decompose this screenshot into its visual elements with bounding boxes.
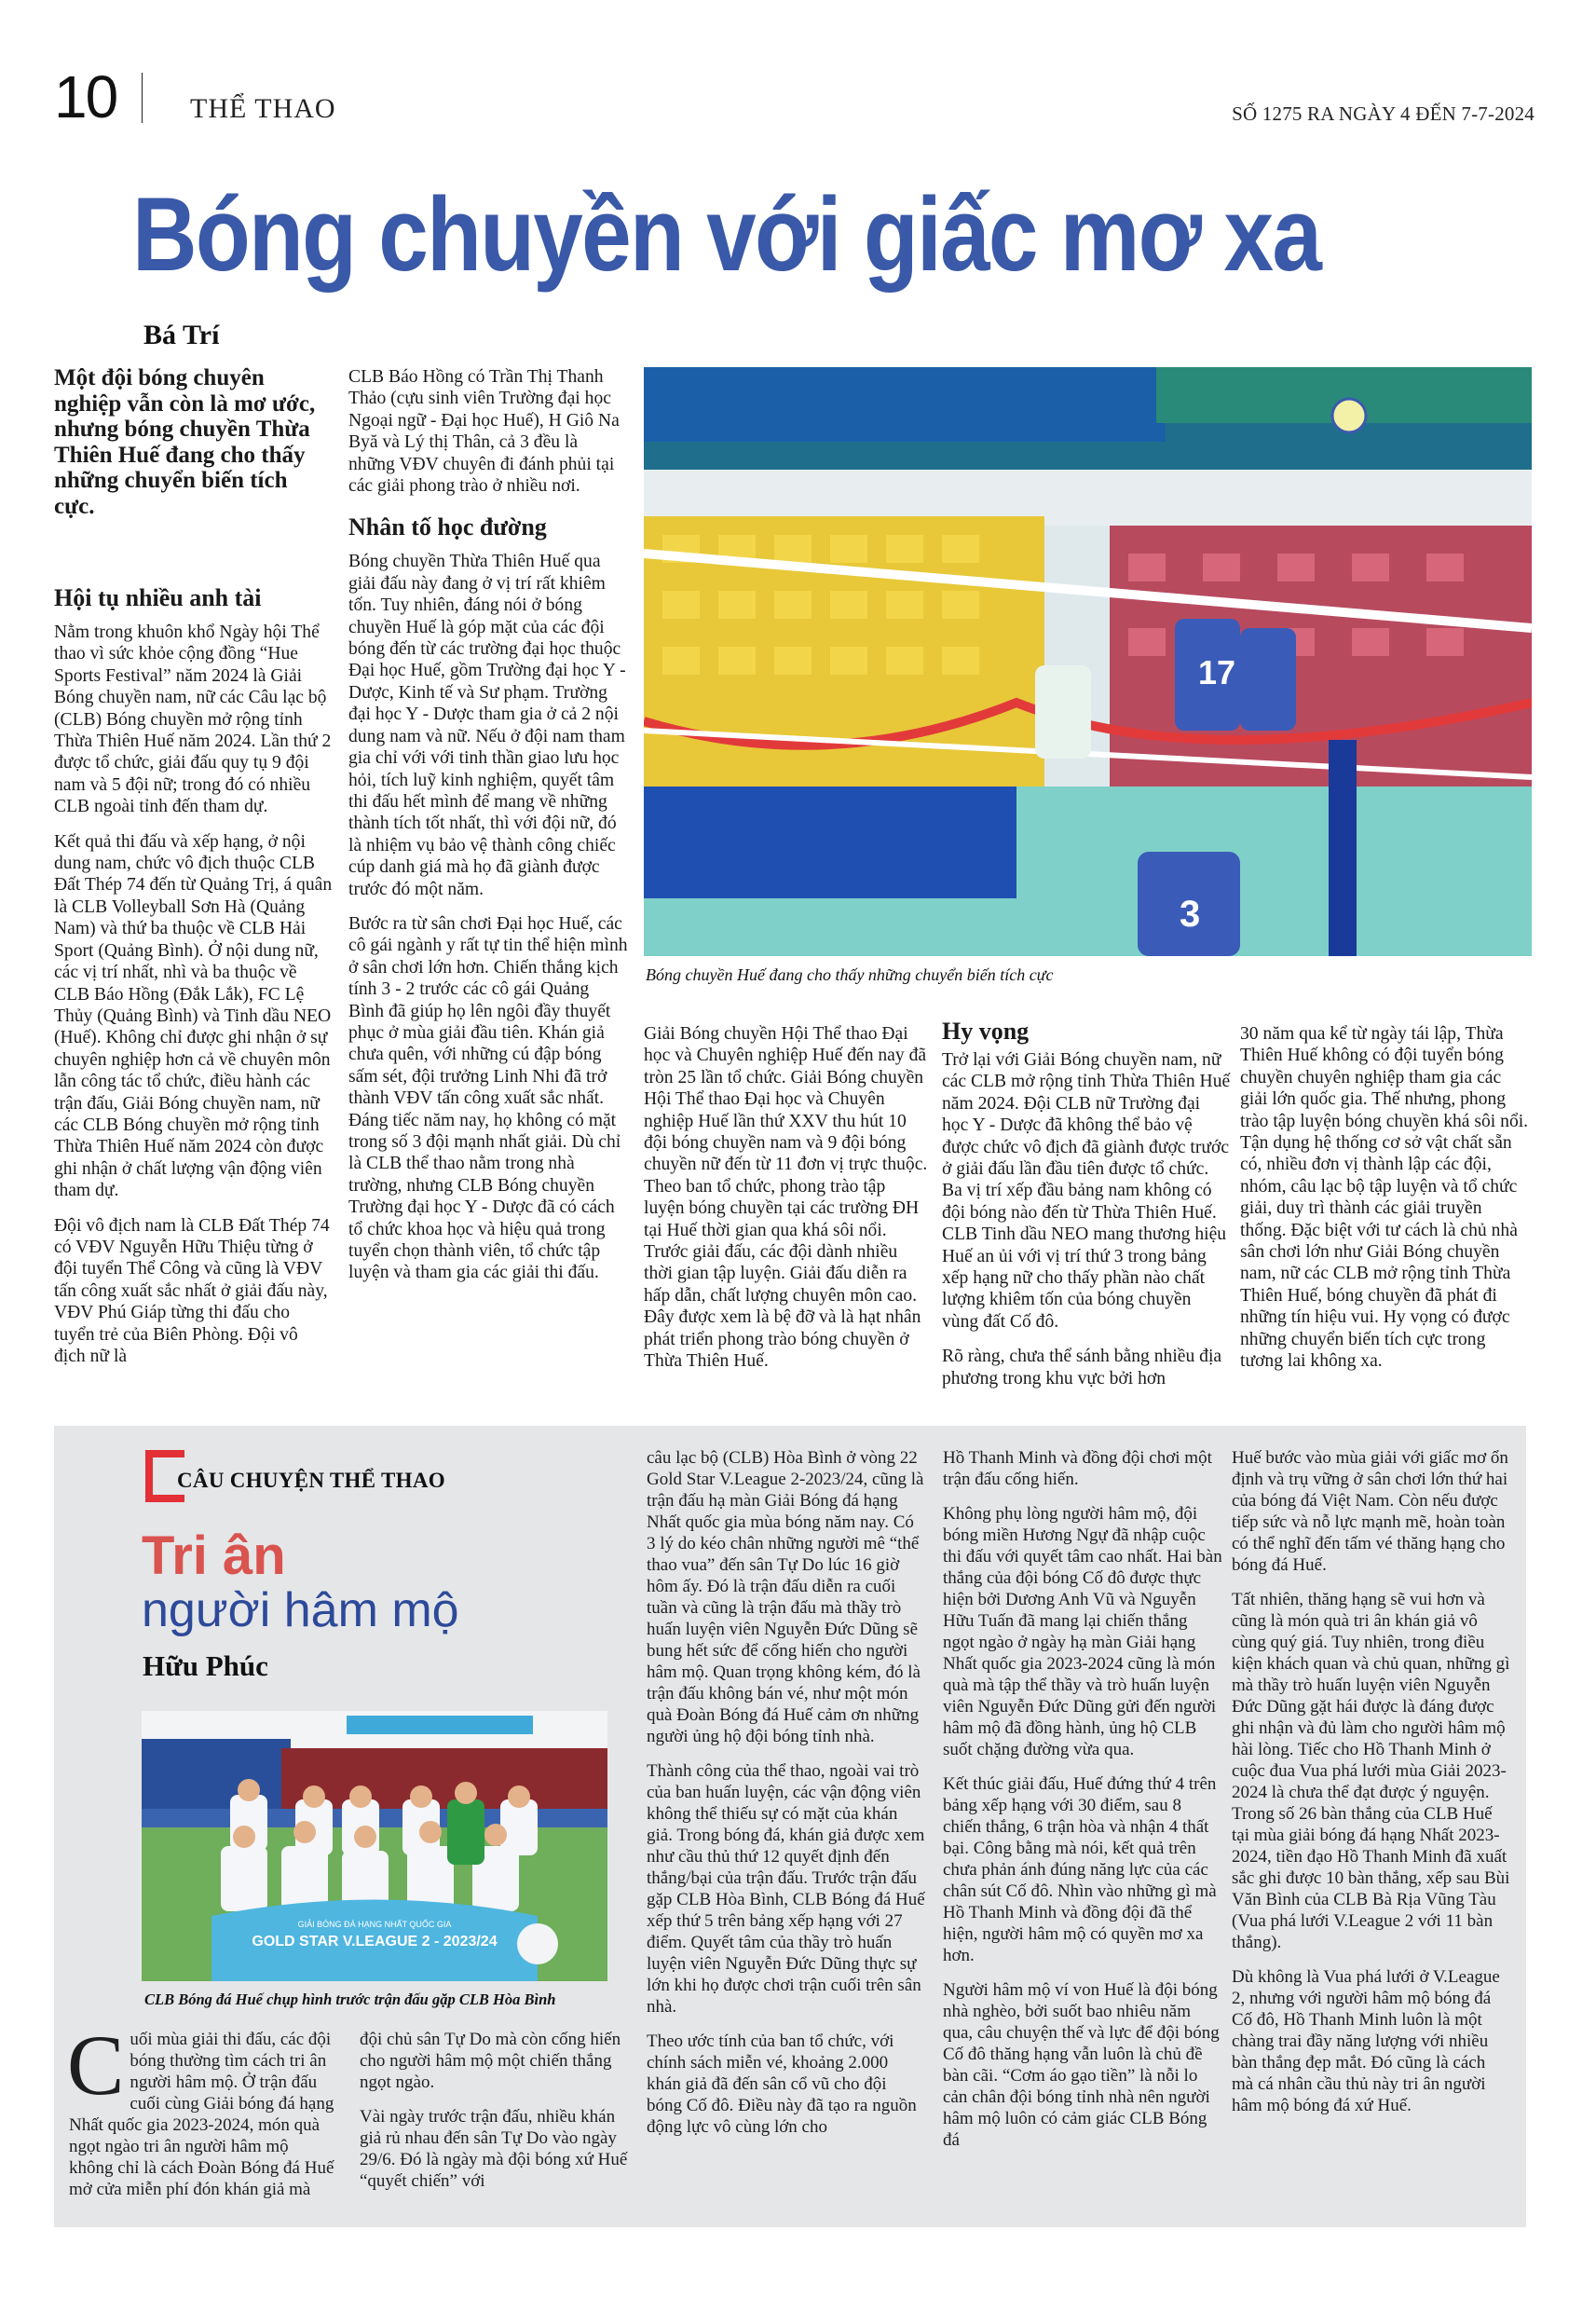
subhead-nhan-to: Nhân tố học đường [348,513,547,541]
paragraph: Trở lại với Giải Bóng chuyền nam, nữ các CLB mở rộng tỉnh Thừa Thiên Huế năm 2024. Đội CLB nữ Trường đại học Y - Dược đã không thể bảo vệ được chức vô địch đã giành được trước ở giải đấu lần đầu tiên được tổ chức. Ba vị trí xếp đầu bảng nam không có đội bóng nào đến từ Thừa Thiên Huế. CLB Tinh dầu NEO mang thương hiệu Huế an ủi với vị trí thứ 3 trong bảng xếp hạng nữ cho thấy phần nào chất lượng khiêm tốn của bóng chuyền vùng đất Cố đô. [942,1050,1231,1332]
paragraph: uối mùa giải thi đấu, các đội bóng thường tìm cách tri ân người hâm mộ. Ở trận đấu cuối cùng Giải bóng đá hạng Nhất quốc gia 2023-2024, món quà ngọt ngào tri ân người hâm mộ không chỉ là cách Đoàn Bóng đá Huế mở cửa miễn phí đón khán giả mà [69,2030,334,2199]
paragraph: Kết thúc giải đấu, Huế đứng thứ 4 trên bảng xếp hạng với 30 điểm, sau 8 chiến thắng, 6 trận hòa và nhận 4 thất bại. Công bằng mà nói, kết quả trên chưa phản ánh đúng năng lực của các chân sút Cố đô. Nhìn vào những gì mà Hồ Thanh Minh và đồng đội đã thể hiện, người hâm mộ có quyền mơ xa hơn. [943,1774,1217,1965]
article-column-1 [54,365,334,1380]
paragraph: Tất nhiên, thăng hạng sẽ vui hơn và cũng là món quà tri ân khán giả vô cùng quý giá. Tuy nhiên, trong điều kiện khách quan và chủ quan, những gì mà thầy trò huấn luyện viên Nguyễn Đức Dũng gặt hái được là đáng được ghi nhận và đủ làm cho người hâm mộ hài lòng. Tiếc cho Hồ Thanh Minh ở cuộc đua Vua phá lưới mùa Giải 2023-2024 là chưa thể đạt được ý nguyện. Trong số 26 bàn thắng của CLB Huế tại mùa giải bóng đá hạng Nhất 2023-2024, tiền đạo Hồ Thanh Minh đã xuất sắc ghi được 10 bàn thắng, xếp sau Bùi Văn Bình của CLB Bà Rịa Vũng Tàu (Vua phá lưới V.League 2 với 11 bàn thắng). [1232,1590,1510,1952]
paragraph: Dù không là Vua phá lưới ở V.League 2, nhưng với người hâm mộ bóng đá Cố đô, Hồ Thanh Minh luôn là một chàng trai đầy năng lượng với nhiều bàn thắng đẹp mắt. Đó cũng là cách mà cá nhân cầu thủ này tri ân người hâm mộ bóng đá xứ Huế. [1232,1967,1500,2115]
banner-line-2: GOLD STAR V.LEAGUE 2 - 2023/24 [252,1934,498,1949]
page-header [0,0,1596,130]
story-title-line-1: Tri ân [142,1525,286,1586]
article-sapo: Một đội bóng chuyên nghiệp vẫn còn là mơ ước, nhưng bóng chuyền Thừa Thiên Huế đang cho thấy những chuyển biến tích cực. [54,365,316,519]
section-name: THỂ THAO [190,93,336,124]
banner-line-1: GIẢI BÓNG ĐÁ HẠNG NHẤT QUỐC GIA [297,1920,452,1929]
story-column-4 [943,1447,1222,2164]
paragraph: Huế bước vào mùa giải với giấc mơ ổn định và trụ vững ở sân chơi lớn thứ hai của bóng đá Việt Nam. Còn nếu được tiếp sức và nỗ lực mạnh mẽ, hoàn toàn có thể nghĩ đến tấm vé thăng hạng cho bóng đá Huế. [1232,1448,1508,1575]
paragraph: Rõ ràng, chưa thể sánh bằng nhiều địa phương trong khu vực bởi hơn [942,1347,1222,1389]
page-number: 10 [54,63,117,130]
volleyball-photo-illustration [644,367,1532,956]
story-kicker: CÂU CHUYỆN THỂ THAO [177,1469,445,1492]
paragraph: Không phụ lòng người hâm mộ, đội bóng miền Hương Ngự đã nhập cuộc thi đấu với quyết tâm cao nhất. Hai bàn thắng của đội bóng Cố đô được thực hiện bởi Dương Anh Vũ và Nguyễn Hữu Tuấn đã mang lại chiến thắng ngọt ngào ở ngày hạ màn Giải hạng Nhất quốc gia 2023-2024 cũng là món quà mà tập thể thầy và trò huấn luyện viên Nguyễn Đức Dũng gửi đến người hâm mộ đã đồng hành, ủng hộ CLB suốt chặng đường vừa qua. [943,1504,1222,1759]
article-column-3 [644,1023,928,1386]
paragraph: CLB Báo Hồng có Trần Thị Thanh Thảo (cựu sinh viên Trường đại học Ngoại ngữ - Đại học Huế), H Giô Na Byă và Lý thị Thân, cả 3 đều là những VĐV chuyên đi đánh phủi tại các giải phong trào ở nhiều nơi. [348,367,620,497]
paragraph: Người hâm mộ ví von Huế là đội bóng nhà nghèo, bởi suốt bao nhiêu năm qua, câu chuyện thế và lực để đội bóng Cố đô thăng hạng vẫn luôn là chủ đề bàn cãi. “Cơm áo gạo tiền” là nỗi lo cản chân đội bóng tỉnh nhà nên người hâm mộ luôn có cảm giác CLB Bóng đá [943,1980,1220,2150]
story-title-line-2: người hâm mộ [142,1583,459,1637]
football-photo-caption: CLB Bóng đá Huế chụp hình trước trận đấu gặp CLB Hòa Bình [144,1991,556,2008]
paragraph: Theo ước tính của ban tổ chức, với chính sách miễn vé, khoảng 2.000 khán giả đã đến sân cổ vũ cho đội bóng Cố đô. Điều này đã tạo ra nguồn động lực vô cùng lớn cho [647,2032,917,2137]
football-team-photo-illustration [142,1711,607,1981]
article-column-5 [1240,1023,1529,1386]
paragraph: Đội vô địch nam là CLB Đất Thép 74 có VĐV Nguyễn Hữu Thiệu từng ở đội tuyển Thể Công và cũng là VĐV tấn công xuất sắc nhất ở giải đấu này, VĐV Phú Giáp từng thi đấu cho tuyển trẻ của Biên Phòng. Đội vô địch nữ là [54,1215,330,1366]
story-column-3 [647,1447,926,2151]
story-byline: Hữu Phúc [143,1649,268,1682]
story-column-2 [360,2029,630,2205]
paragraph: Nằm trong khuôn khổ Ngày hội Thể thao vì sức khỏe cộng đồng “Hue Sports Festival” năm 2024 là Giải Bóng chuyền nam, nữ các Câu lạc bộ (CLB) Bóng chuyền mở rộng tỉnh Thừa Thiên Huế năm 2024. Lần thứ 2 được tổ chức, giải đấu quy tụ 9 đội nam và 5 đội nữ; trong đó có nhiều CLB ngoài tỉnh đến tham dự. [54,622,332,817]
subhead-hoi-tu: Hội tụ nhiều anh tài [54,584,262,611]
paragraph: Vài ngày trước trận đấu, nhiều khán giả rủ nhau đến sân Tự Do vào ngày 29/6. Đó là ngày mà đội bóng xứ Huế “quyết chiến” với [360,2107,628,2191]
paragraph: Bước ra từ sân chơi Đại học Huế, các cô gái ngành y rất tự tin thể hiện mình ở sân chơi lớn hơn. Chiến thắng kịch tính 3 - 2 trước các cô gái Quảng Bình đã giúp họ lên ngôi đầy thuyết phục ở mùa giải đầu tiên. Khán giả chưa quên, với những cú đập bóng sấm sét, đội trưởng Linh Nhi đã trở thành VĐV tấn công xuất sắc nhất. Đáng tiếc năm nay, họ không có mặt trong số 3 đội mạnh nhất giải. Dù chỉ là CLB thể thao nằm trong nhà trường, nhưng CLB Bóng chuyền Trường đại học Y - Dược đã có cách tổ chức khoa học và hiệu quả trong tuyển chọn thành viên, tổ chức tập luyện và tham gia các giải thi đấu. [348,913,628,1283]
article-column-4 [942,1018,1231,1402]
paragraph: Giải Bóng chuyền Hội Thể thao Đại học và Chuyên nghiệp Huế đến nay đã tròn 25 lần tổ chức. Giải Bóng chuyền Hội Thể thao Đại học và Chuyên nghiệp Huế lần thứ XXV thu hút 10 đội bóng chuyền nam và 9 đội bóng chuyền nữ đến từ 11 đơn vị trực thuộc. Theo ban tổ chức, phong trào tập luyện bóng chuyền tại các trường ĐH tại Huế thời gian qua khá sôi nổi. Trước giải đấu, các đội dành nhiều thời gian tập luyện. Giải đấu diễn ra hấp dẫn, chất lượng chuyên môn cao. Đây được xem là bệ đỡ và là hạt nhân phát triển phong trào bóng chuyền ở Thừa Thiên Huế. [644,1024,928,1372]
football-team-photo [142,1711,607,1981]
paragraph: 30 năm qua kể từ ngày tái lập, Thừa Thiên Huế không có đội tuyển bóng chuyền chuyên nghiệp tham gia các giải lớn quốc gia. Thế nhưng, phong trào tập luyện bóng chuyền khá sôi nổi. Tận dụng hệ thống cơ sở vật chất sẵn có, nhiều đơn vị thành lập các đội, nhóm, câu lạc bộ tập luyện và tổ chức giải, duy trì thành các giải truyền thống. Đặc biệt với tư cách là chủ nhà sân chơi lớn như Giải Bóng chuyền nam, nữ các CLB mở rộng tỉnh Thừa Thiên Huế, bóng chuyền đã phát đi những tín hiệu vui. Hy vọng có được những chuyển biến tích cực trong tương lai không xa. [1240,1024,1529,1372]
article-byline: Bá Trí [143,320,220,350]
volleyball-photo [644,367,1532,956]
header-divider [142,73,143,123]
drop-cap: C [67,2018,125,2113]
volleyball-photo-caption: Bóng chuyền Huế đang cho thấy những chuyển biến tích cực [646,965,1054,984]
paragraph: Kết quả thi đấu và xếp hạng, ở nội dung nam, chức vô địch thuộc CLB Đất Thép 74 đến từ Quảng Trị, á quân là CLB Volleyball Sơn Hà (Quảng Nam) và thứ ba thuộc về CLB Hải Sport (Quảng Bình). Ở nội dung nữ, các vị trí nhất, nhì và ba thuộc về CLB Báo Hồng (Đắk Lắk), FC Lệ Thủy (Quảng Bình) và Tinh dầu NEO (Huế). Không chỉ được ghi nhận ở sự chuyên nghiệp hơn cả về chuyên môn lẫn công tác tổ chức, điều hành các trận đấu, Giải Bóng chuyền nam, nữ các CLB Bóng chuyền mở rộng tỉnh Thừa Thiên Huế năm 2024 còn được ghi nhận ở chất lượng vận động viên tham dự. [54,831,333,1201]
issue-info: SỐ 1275 RA NGÀY 4 ĐẾN 7-7-2024 [1232,103,1535,125]
paragraph: Bóng chuyền Thừa Thiên Huế qua giải đấu này đang ở vị trí rất khiêm tốn. Tuy nhiên, đáng nói ở bóng chuyền Huế là góp mặt của các đội bóng đến từ các trường đại học thuộc Đại học Huế, gồm Trường đại học Y - Dược, Kinh tế và Sư phạm. Trường đại học Y - Dược tham gia ở cả 2 nội dung nam và nữ. Nếu ở đội nam tham gia chỉ với với tinh thần giao lưu học hỏi, tích luỹ kinh nghiệm, quyết tâm thi đấu hết mình để mang về những thành tích tốt nhất, thì với đội nữ, đó là nhiệm vụ bảo vệ thành công chiếc cúp danh giá mà họ đã giành được trước đó một năm. [348,552,626,899]
svg-text:17: 17 [1198,653,1236,691]
article-column-2 [348,366,628,1297]
article-title: Bóng chuyền với giấc mơ xa [132,176,1321,293]
paragraph: Thành công của thể thao, ngoài vai trò của ban huấn luyện, các vận động viên không thể thiếu sự có mặt của khán giả. Trong bóng đá, khán giả được xem như cầu thủ thứ 12 quyết định đến thắng/bại của trận đấu. Trước trận đấu gặp CLB Hòa Bình, CLB Bóng đá Huế xếp thứ 5 trên bảng xếp hạng với 27 điểm. Quyết tâm của thầy trò huấn luyện viên Nguyễn Đức Dũng thực sự lớn khi họ được chơi trận cuối trên sân nhà. [647,1761,925,2017]
paragraph: câu lạc bộ (CLB) Hòa Bình ở vòng 22 Gold Star V.League 2-2023/24, cũng là trận đấu hạ màn Giải Bóng đá hạng Nhất quốc gia mùa bóng năm nay. Có 3 lý do kéo chân những người mê “thể thao vua” đến sân Tự Do lúc 16 giờ hôm ấy. Đó là trận đấu diễn ra cuối tuần và cũng là trận đấu mà thầy trò huấn luyện viên Nguyễn Đức Dũng sẽ bung hết sức để cống hiến cho người hâm mộ. Quan trọng không kém, đó là trận đấu không bán vé, như một món quà Đoàn Bóng đá Huế cảm ơn những người ủng hộ đội bóng tỉnh nhà. [647,1448,924,1746]
story-column-5 [1232,1447,1511,2129]
story-column-1 [67,2018,335,2213]
subhead-hy-vong: Hy vọng [942,1018,1030,1045]
paragraph: đội chủ sân Tự Do mà còn cống hiến cho người hâm mộ một chiến thắng ngọt ngào. [360,2030,621,2092]
svg-text:3: 3 [1180,894,1201,935]
paragraph: Hồ Thanh Minh và đồng đội chơi một trận đấu cống hiến. [943,1448,1212,1489]
